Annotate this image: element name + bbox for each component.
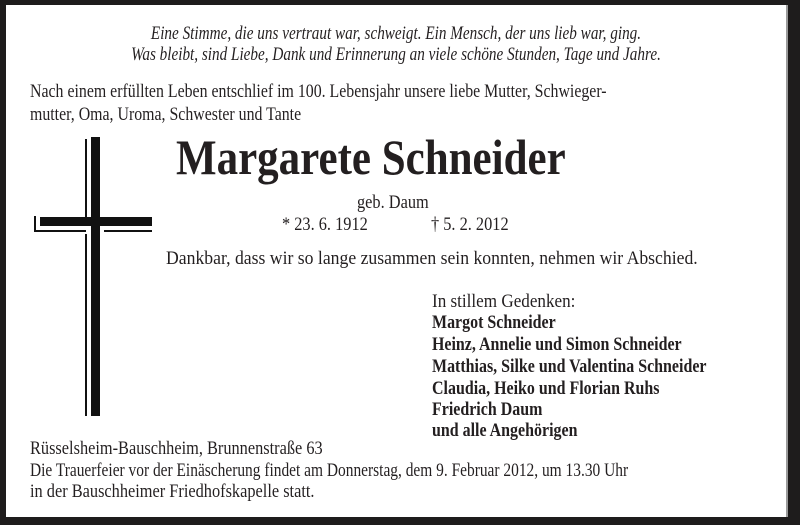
mourner-name: Margot Schneider xyxy=(432,312,556,333)
funeral-line-1: Die Trauerfeier vor der Einäscherung findet am Donnerstag, dem 9. Februar 2012, um 13.30 Uhr xyxy=(30,460,629,481)
obituary-notice xyxy=(6,5,788,517)
funeral-line-2: in der Bauschheimer Friedhofskapelle statt. xyxy=(30,481,315,502)
intro-line-1: Nach einem erfüllten Leben entschlief im 100. Lebensjahr unsere liebe Mutter, Schwieger- xyxy=(30,81,607,102)
mourner-name: Friedrich Daum xyxy=(432,399,543,420)
mourner-name: Claudia, Heiko und Florian Ruhs xyxy=(432,378,660,399)
mourner-name: Heinz, Annelie und Simon Schneider xyxy=(432,334,682,355)
maiden-name: geb. Daum xyxy=(357,192,429,213)
mourner-name: Matthias, Silke und Valentina Schneider xyxy=(432,356,707,377)
birth-date: * 23. 6. 1912 xyxy=(282,214,368,235)
motto-line-1: Eine Stimme, die uns vertraut war, schweigt. Ein Mensch, der uns lieb war, ging. xyxy=(150,23,642,44)
mourner-name: und alle Angehörigen xyxy=(432,420,578,441)
motto-line-2: Was bleibt, sind Liebe, Dank und Erinnerung an viele schöne Stunden, Tage und Jahre. xyxy=(131,44,661,65)
death-date: † 5. 2. 2012 xyxy=(431,214,509,235)
address-line: Rüsselsheim-Bauschheim, Brunnenstraße 63 xyxy=(30,438,323,459)
mourners-heading: In stillem Gedenken: xyxy=(432,291,576,312)
intro-line-2: mutter, Oma, Uroma, Schwester und Tante xyxy=(30,104,302,125)
deceased-name: Margarete Schneider xyxy=(176,129,566,185)
thanks-line: Dankbar, dass wir so lange zusammen sein konnten, nehmen wir Abschied. xyxy=(166,248,698,269)
